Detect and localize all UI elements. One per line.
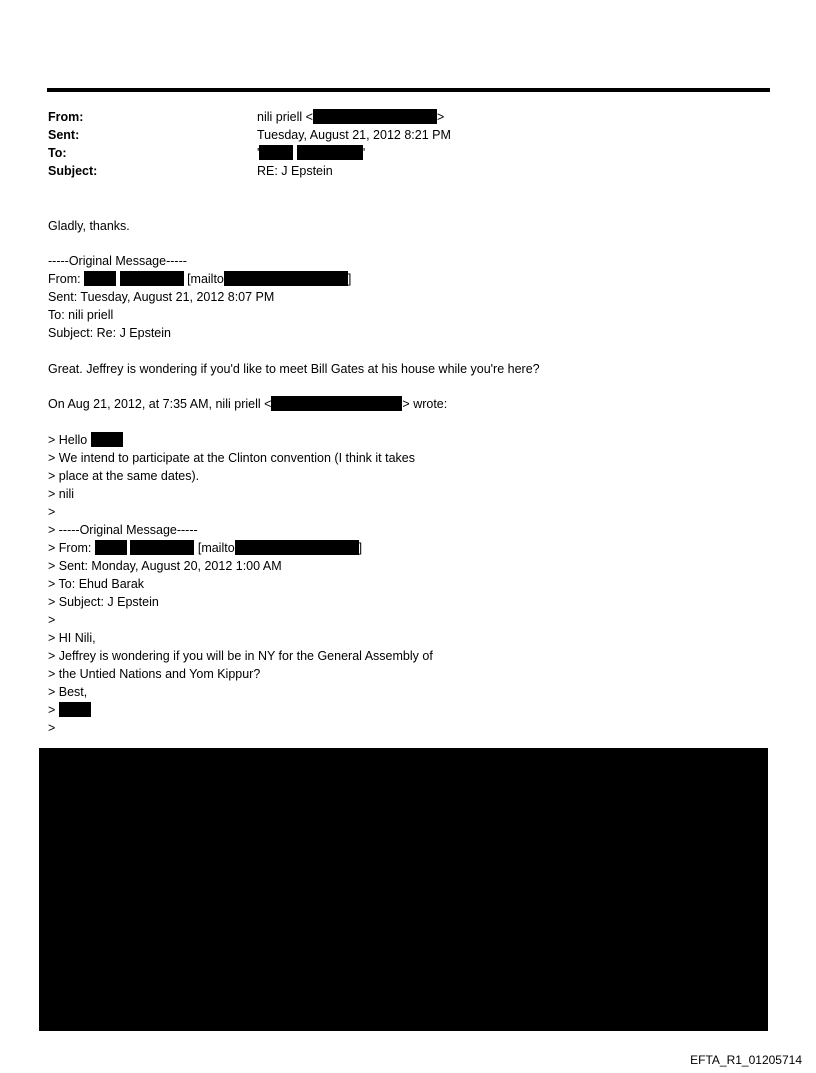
quoted-subject: > Subject: J Epstein (48, 595, 159, 609)
from-value: nili priell < > (257, 110, 445, 124)
quoted-to: > To: Ehud Barak (48, 577, 145, 591)
sent-label: Sent: (48, 128, 80, 142)
subject-label: Subject: (48, 164, 98, 178)
from-label: From: (48, 110, 84, 124)
original-from: From: [mailto ] (48, 272, 352, 286)
sent-value: Tuesday, August 21, 2012 8:21 PM (257, 128, 451, 142)
redaction (84, 271, 116, 286)
redaction-block (39, 748, 768, 1031)
original-message-divider: -----Original Message----- (48, 254, 187, 268)
original-sent: Sent: Tuesday, August 21, 2012 8:07 PM (48, 290, 275, 304)
original-subject: Subject: Re: J Epstein (48, 326, 171, 340)
quoted-best: > Best, (48, 685, 88, 699)
to-value: ' ' (257, 146, 366, 160)
quoted-line: > nili (48, 487, 75, 501)
quoted-line: > (48, 721, 56, 735)
quoted-hello: > Hello (48, 431, 123, 449)
redaction (235, 540, 359, 555)
wrote-line: On Aug 21, 2012, at 7:35 AM, nili priell < > wrote: (48, 397, 448, 411)
redaction (130, 540, 194, 555)
document-id: EFTA_R1_01205714 (690, 1053, 802, 1067)
original-to: To: nili priell (48, 308, 114, 322)
quoted-line: > (48, 613, 56, 627)
redaction (120, 271, 184, 286)
redaction (91, 432, 123, 447)
subject-value: RE: J Epstein (257, 164, 333, 178)
redaction (95, 540, 127, 555)
redaction (297, 145, 363, 160)
redaction (313, 109, 437, 124)
header-rule (47, 88, 770, 92)
redaction (259, 145, 293, 160)
redaction (224, 271, 348, 286)
message-text: Great. Jeffrey is wondering if you'd like to meet Bill Gates at his house while you're here? (48, 362, 540, 376)
to-label: To: (48, 146, 67, 160)
quoted-line: > We intend to participate at the Clinton convention (I think it takes (48, 451, 415, 465)
quoted-line: > place at the same dates). (48, 469, 200, 483)
quoted-line: > the Untied Nations and Yom Kippur? (48, 667, 261, 681)
quoted-greeting: > HI Nili, (48, 631, 96, 645)
quoted-from: > From: [mailto ] (48, 541, 363, 555)
redaction (271, 396, 402, 411)
quoted-line: > Jeffrey is wondering if you will be in NY for the General Assembly of (48, 649, 433, 663)
quoted-line: > (48, 505, 56, 519)
quoted-signature: > (48, 701, 91, 719)
quoted-sent: > Sent: Monday, August 20, 2012 1:00 AM (48, 559, 282, 573)
redaction (59, 702, 91, 717)
reply-text: Gladly, thanks. (48, 219, 130, 233)
quoted-original-divider: > -----Original Message----- (48, 523, 198, 537)
